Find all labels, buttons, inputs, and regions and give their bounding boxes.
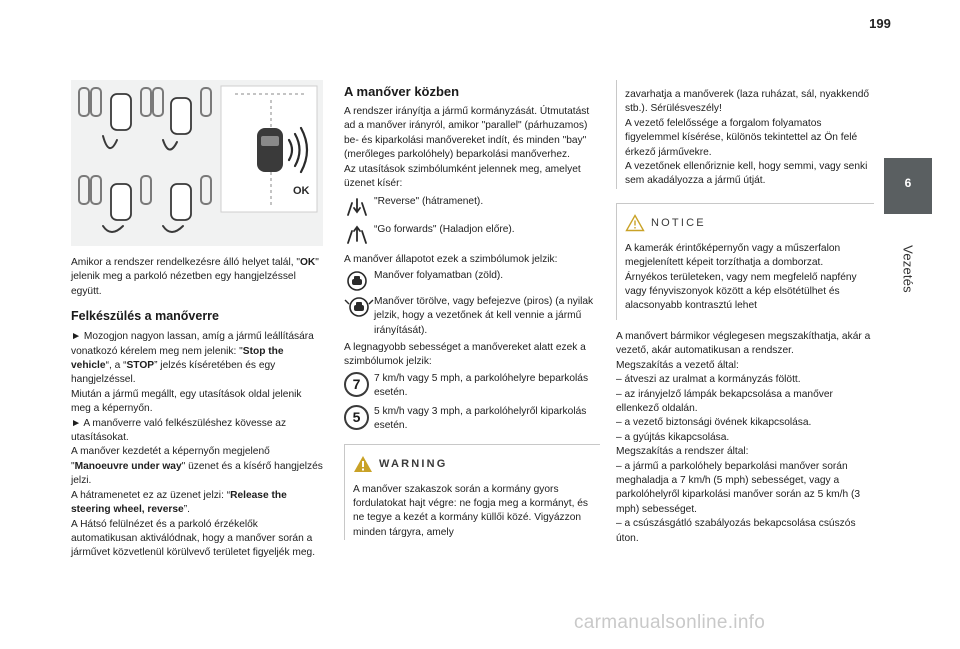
reverse-arrows-icon: [344, 195, 374, 217]
intro-paragraph: Amikor a rendszer rendelkezésre álló helyet talál, "OK" jelenik meg a parkoló nézetben egy hangjelzéssel együtt.: [71, 257, 319, 297]
parking-off-icon: [344, 295, 374, 317]
column-2: [344, 80, 600, 540]
notice-box: [616, 203, 874, 320]
ok-label: OK: [293, 185, 310, 197]
notice-title: NOTICE: [651, 216, 706, 229]
speed-limit-5-icon: 5: [344, 405, 369, 430]
preparation-paragraph: ► Mozogjon nagyon lassan, amíg a jármű leállítására vonatkozó kérelem meg nem jelenik: "Stop the vehicle“, a “STOP” jelzés kíséretében és egy hangjelzéssel. Miután a jármű megállt, egy utasítások oldal jelenik meg a képernyőn. ► A manőverre való felkészüléshez kövesse az utasításokat. A manőver kezdetét a képernyőn megjelenő "Manoeuvre under way" üzenet és a kísérő hangjelzés jelzi. A hátramenetet ez az üzenet jelzi: “Release the steering wheel, reverse”. A Hátsó felülnézet és a parkoló érzékelők automatikusan aktiválódnak, hogy a manőver során a járművet közvetlenül körülvevő területet figyeljék meg.: [71, 331, 323, 559]
watermark: carmanualsonline.info: [574, 612, 766, 633]
preparation-heading: Felkészülés a manőverre: [71, 309, 219, 324]
status-intro: A manőver állapotot ezek a szimbólumok jelzik:: [344, 254, 558, 266]
warning-title: WARNING: [379, 457, 448, 470]
column-1: [71, 80, 323, 561]
speed-5-row: [344, 405, 600, 434]
status-on-text: Manőver folyamatban (zöld).: [374, 269, 504, 281]
notice-triangle-icon: [625, 214, 645, 232]
chapter-number: 6: [904, 176, 912, 190]
during-paragraph: A rendszer irányítja a jármű kormányzását. Útmutatást ad a manőver irányról, amikor "parallel" (párhuzamos) be- és kiparkolási manővereket indít, és minden "bay" (merőleges parkolóhely) beparkolási manőverhez. Az utasítások szimbólumként jelennek meg, amelyet üzenet kísér:: [344, 106, 590, 190]
speed-7-row: [344, 372, 600, 401]
forward-arrows-icon: [344, 223, 374, 245]
forward-symbol-row: [344, 223, 600, 245]
parking-illustration: [71, 80, 323, 246]
warning-box: [344, 444, 600, 541]
page-number: 199: [869, 16, 891, 31]
parking-active-icon: [344, 269, 374, 291]
parking-diagram-icon: [71, 80, 323, 246]
warning-text: A manőver szakaszok során a kormány gyors fordulatokat hajt végre: ne fogja meg a kormányt, és ne tegye a kezét a kormány küllői közé. Vigyázzon minden tárgyra, amely: [353, 483, 589, 538]
forward-text: “Go forwards" (Haladjon előre).: [374, 224, 515, 236]
chapter-title: Vezetés: [900, 245, 916, 293]
warning-triangle-icon: [353, 455, 373, 473]
warning-continuation: zavarhatja a manőverek (laza ruházat, sál, nyakkendő stb.). Sérülésveszély! A vezető felelőssége a forgalom folyamatos figyelemmel kísérése, különös tekintettel az Ön felé érkező járművekre. A vezetőnek ellenőriznie kell, hogy semmi, vagy senki sem akadályozza a jármű útját.: [616, 80, 874, 189]
speed-limit-7-icon: 7: [344, 372, 369, 397]
reverse-symbol-row: [344, 195, 600, 217]
notice-text: A kamerák érintőképernyőn vagy a műszerfalon megjelenített képeit torzíthatja a domborzat. Árnyékos területeken, vagy nem megfelelő napfény vagy fényviszonyok között a kép elsötétülhet és alacsonyabb kontrasztú lehet: [625, 242, 857, 312]
during-manoeuvre-heading: A manőver közben: [344, 84, 460, 99]
speed-7-text: 7 km/h vagy 5 mph, a parkolóhelyre beparkolás esetén.: [374, 372, 589, 399]
speed-5-text: 5 km/h vagy 3 mph, a parkolóhelyről kiparkolás esetén.: [374, 405, 587, 432]
cancellation-section: A manővert bármikor véglegesen megszakíthatja, akár a vezető, akár automatikusan a rendszer. Megszakítás a vezető által: – átveszi az uralmat a kormányzás fölött. – az irányjelző lámpák bekapcsolása a manőver ellenkező oldalán. – a vezető biztonsági övének kikapcsolása. – a gyújtás kikapcsolása. Megszakítás a rendszer által: – a jármű a parkolóhely beparkolási manőver során meghaladja a 7 km/h (5 mph) sebességet, vagy a parkolóhelyről kiparkolási manőver során az 5 km/h (3 mph) sebességet. – a csúszásgátló szabályozás bekapcsolása csúszós úton.: [616, 330, 871, 544]
status-off-text: Manőver törölve, vagy befejezve (piros) (a nyilak jelzik, hogy a vezetőnek át kell vennie a jármű irányítását).: [374, 295, 594, 336]
status-on-row: [344, 269, 600, 291]
status-off-row: [344, 295, 600, 338]
column-3: [616, 80, 874, 546]
speed-intro: A legnagyobb sebességet a manővereket alatt ezek a szimbólumok jelzik:: [344, 342, 586, 368]
reverse-text: "Reverse" (hátramenet).: [374, 196, 484, 208]
